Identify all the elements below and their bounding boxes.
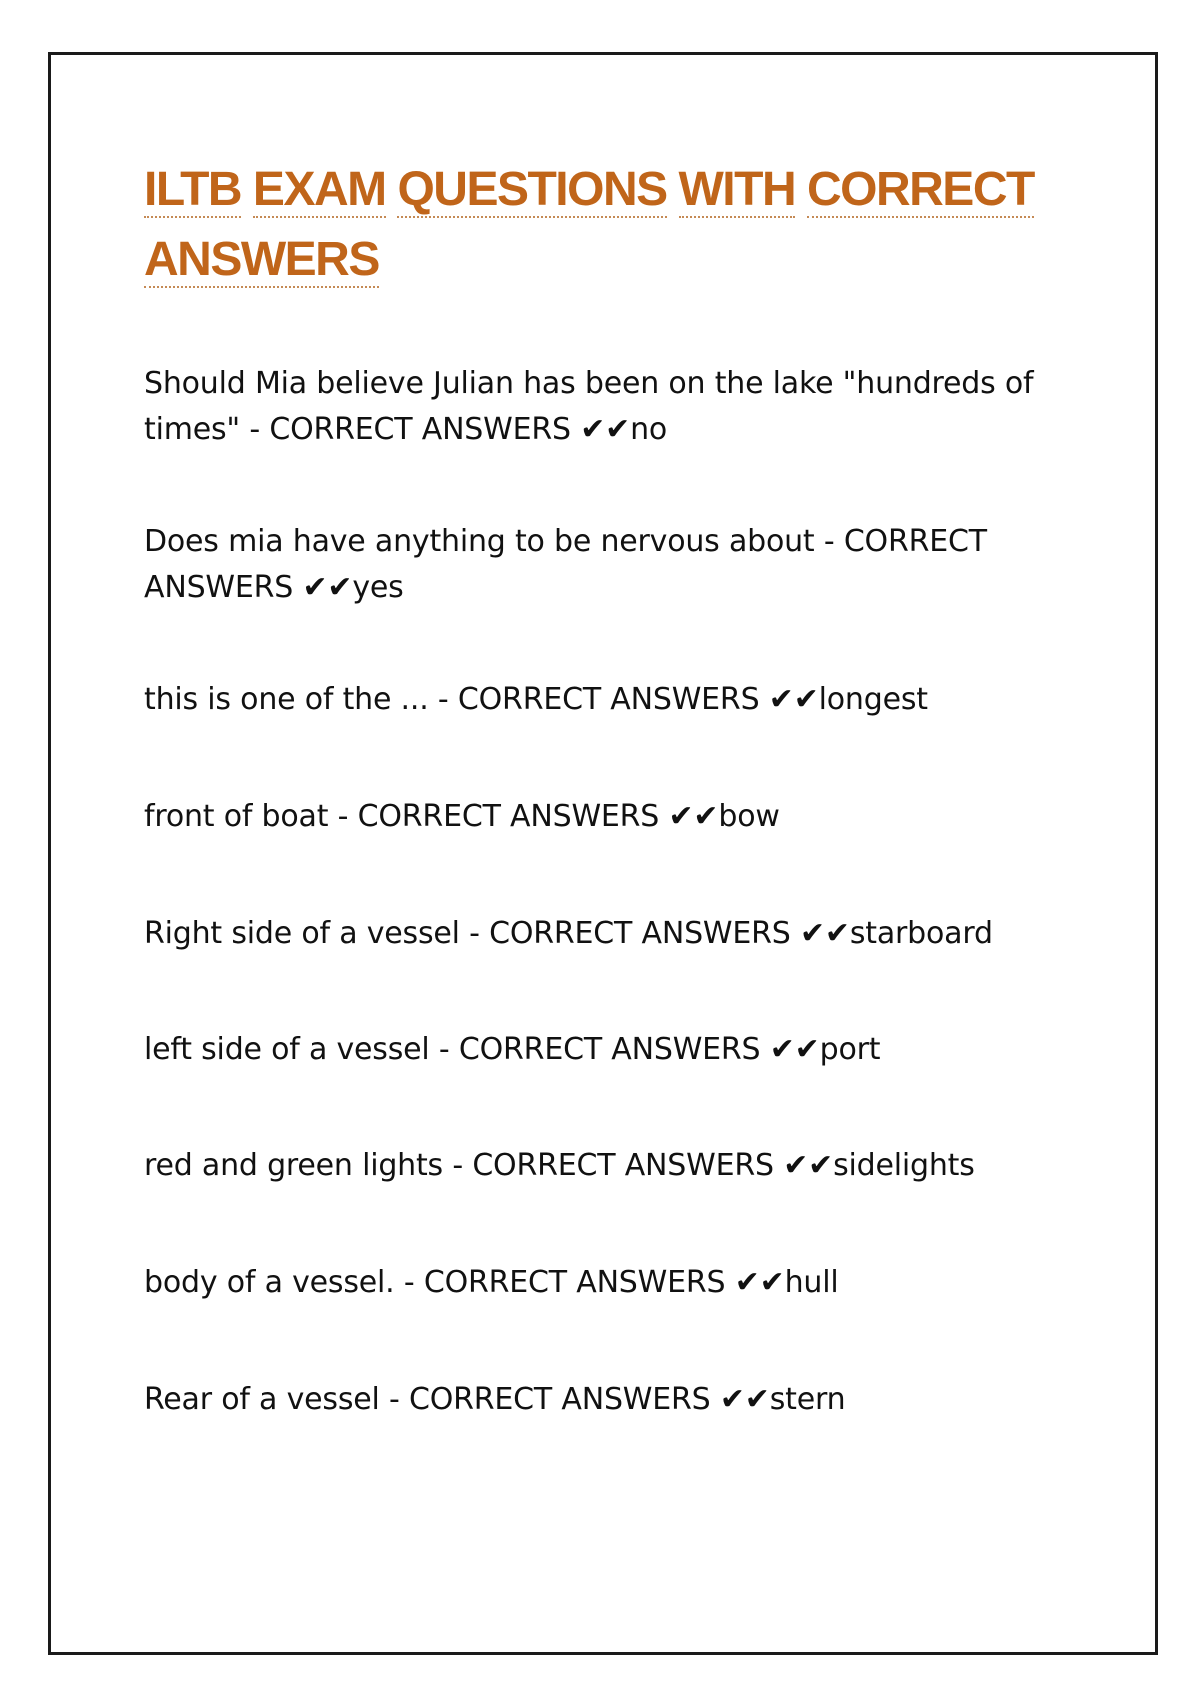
qa-item (144, 361, 1104, 453)
answer-marker: CORRECT ANSWERS (472, 1148, 774, 1183)
document-page (48, 52, 1158, 1655)
qa-item (144, 911, 1104, 957)
answer-marker: CORRECT ANSWERS (144, 524, 987, 605)
title-word: QUESTIONS (397, 163, 667, 216)
separator: - (394, 1265, 424, 1300)
double-check-icon: ✔✔ (799, 916, 850, 951)
separator: - (328, 799, 358, 834)
separator: - (814, 524, 844, 559)
separator: - (379, 1382, 409, 1417)
title-word: WITH (678, 163, 796, 216)
answer-text: bow (718, 799, 780, 834)
title-word: CORRECT (806, 163, 1034, 216)
answer-text: longest (818, 682, 928, 717)
qa-item (144, 1143, 1104, 1189)
answer-marker: CORRECT ANSWERS (423, 1265, 726, 1300)
question-text: Right side of a vessel (144, 916, 460, 951)
double-check-icon: ✔✔ (769, 1032, 820, 1067)
question-text: Rear of a vessel (144, 1382, 380, 1417)
double-check-icon: ✔✔ (302, 570, 353, 605)
answer-text: sidelights (833, 1148, 975, 1183)
answer-marker: CORRECT ANSWERS (269, 412, 571, 447)
answer-marker: CORRECT ANSWERS (458, 1032, 761, 1067)
question-text: red and green lights (144, 1148, 443, 1183)
separator: - (240, 412, 270, 447)
separator: - (429, 1032, 459, 1067)
document-title (144, 155, 1074, 295)
answer-marker: CORRECT ANSWERS (457, 682, 760, 717)
double-check-icon: ✔✔ (668, 799, 719, 834)
title-word: ANSWERS (144, 233, 379, 286)
answer-text: yes (352, 570, 404, 605)
separator: - (428, 682, 458, 717)
double-check-icon: ✔✔ (734, 1265, 785, 1300)
answer-text: no (630, 412, 668, 447)
question-text: Should Mia believe Julian has been on the lake "hundreds of times" (144, 366, 1034, 447)
answer-marker: CORRECT ANSWERS (357, 799, 660, 834)
question-text: left side of a vessel (144, 1032, 430, 1067)
qa-item (144, 677, 1104, 723)
double-check-icon: ✔✔ (719, 1382, 770, 1417)
separator: - (443, 1148, 473, 1183)
answer-marker: CORRECT ANSWERS (489, 916, 791, 951)
double-check-icon: ✔✔ (768, 682, 819, 717)
answer-marker: CORRECT ANSWERS (408, 1382, 711, 1417)
question-text: this is one of the ... (144, 682, 429, 717)
answer-text: starboard (849, 916, 993, 951)
double-check-icon: ✔✔ (580, 412, 631, 447)
question-text: Does mia have anything to be nervous about (144, 524, 815, 559)
qa-item (144, 1377, 1104, 1423)
question-text: body of a vessel. (144, 1265, 395, 1300)
qa-item (144, 1027, 1104, 1073)
separator: - (459, 916, 490, 951)
qa-item (144, 519, 1104, 611)
title-word: ILTB (144, 163, 242, 216)
title-word: EXAM (252, 163, 386, 216)
qa-item (144, 794, 1104, 840)
double-check-icon: ✔✔ (783, 1148, 834, 1183)
answer-text: hull (784, 1265, 839, 1300)
question-text: front of boat (144, 799, 329, 834)
answer-text: port (819, 1032, 881, 1067)
qa-item (144, 1260, 1104, 1306)
answer-text: stern (769, 1382, 846, 1417)
